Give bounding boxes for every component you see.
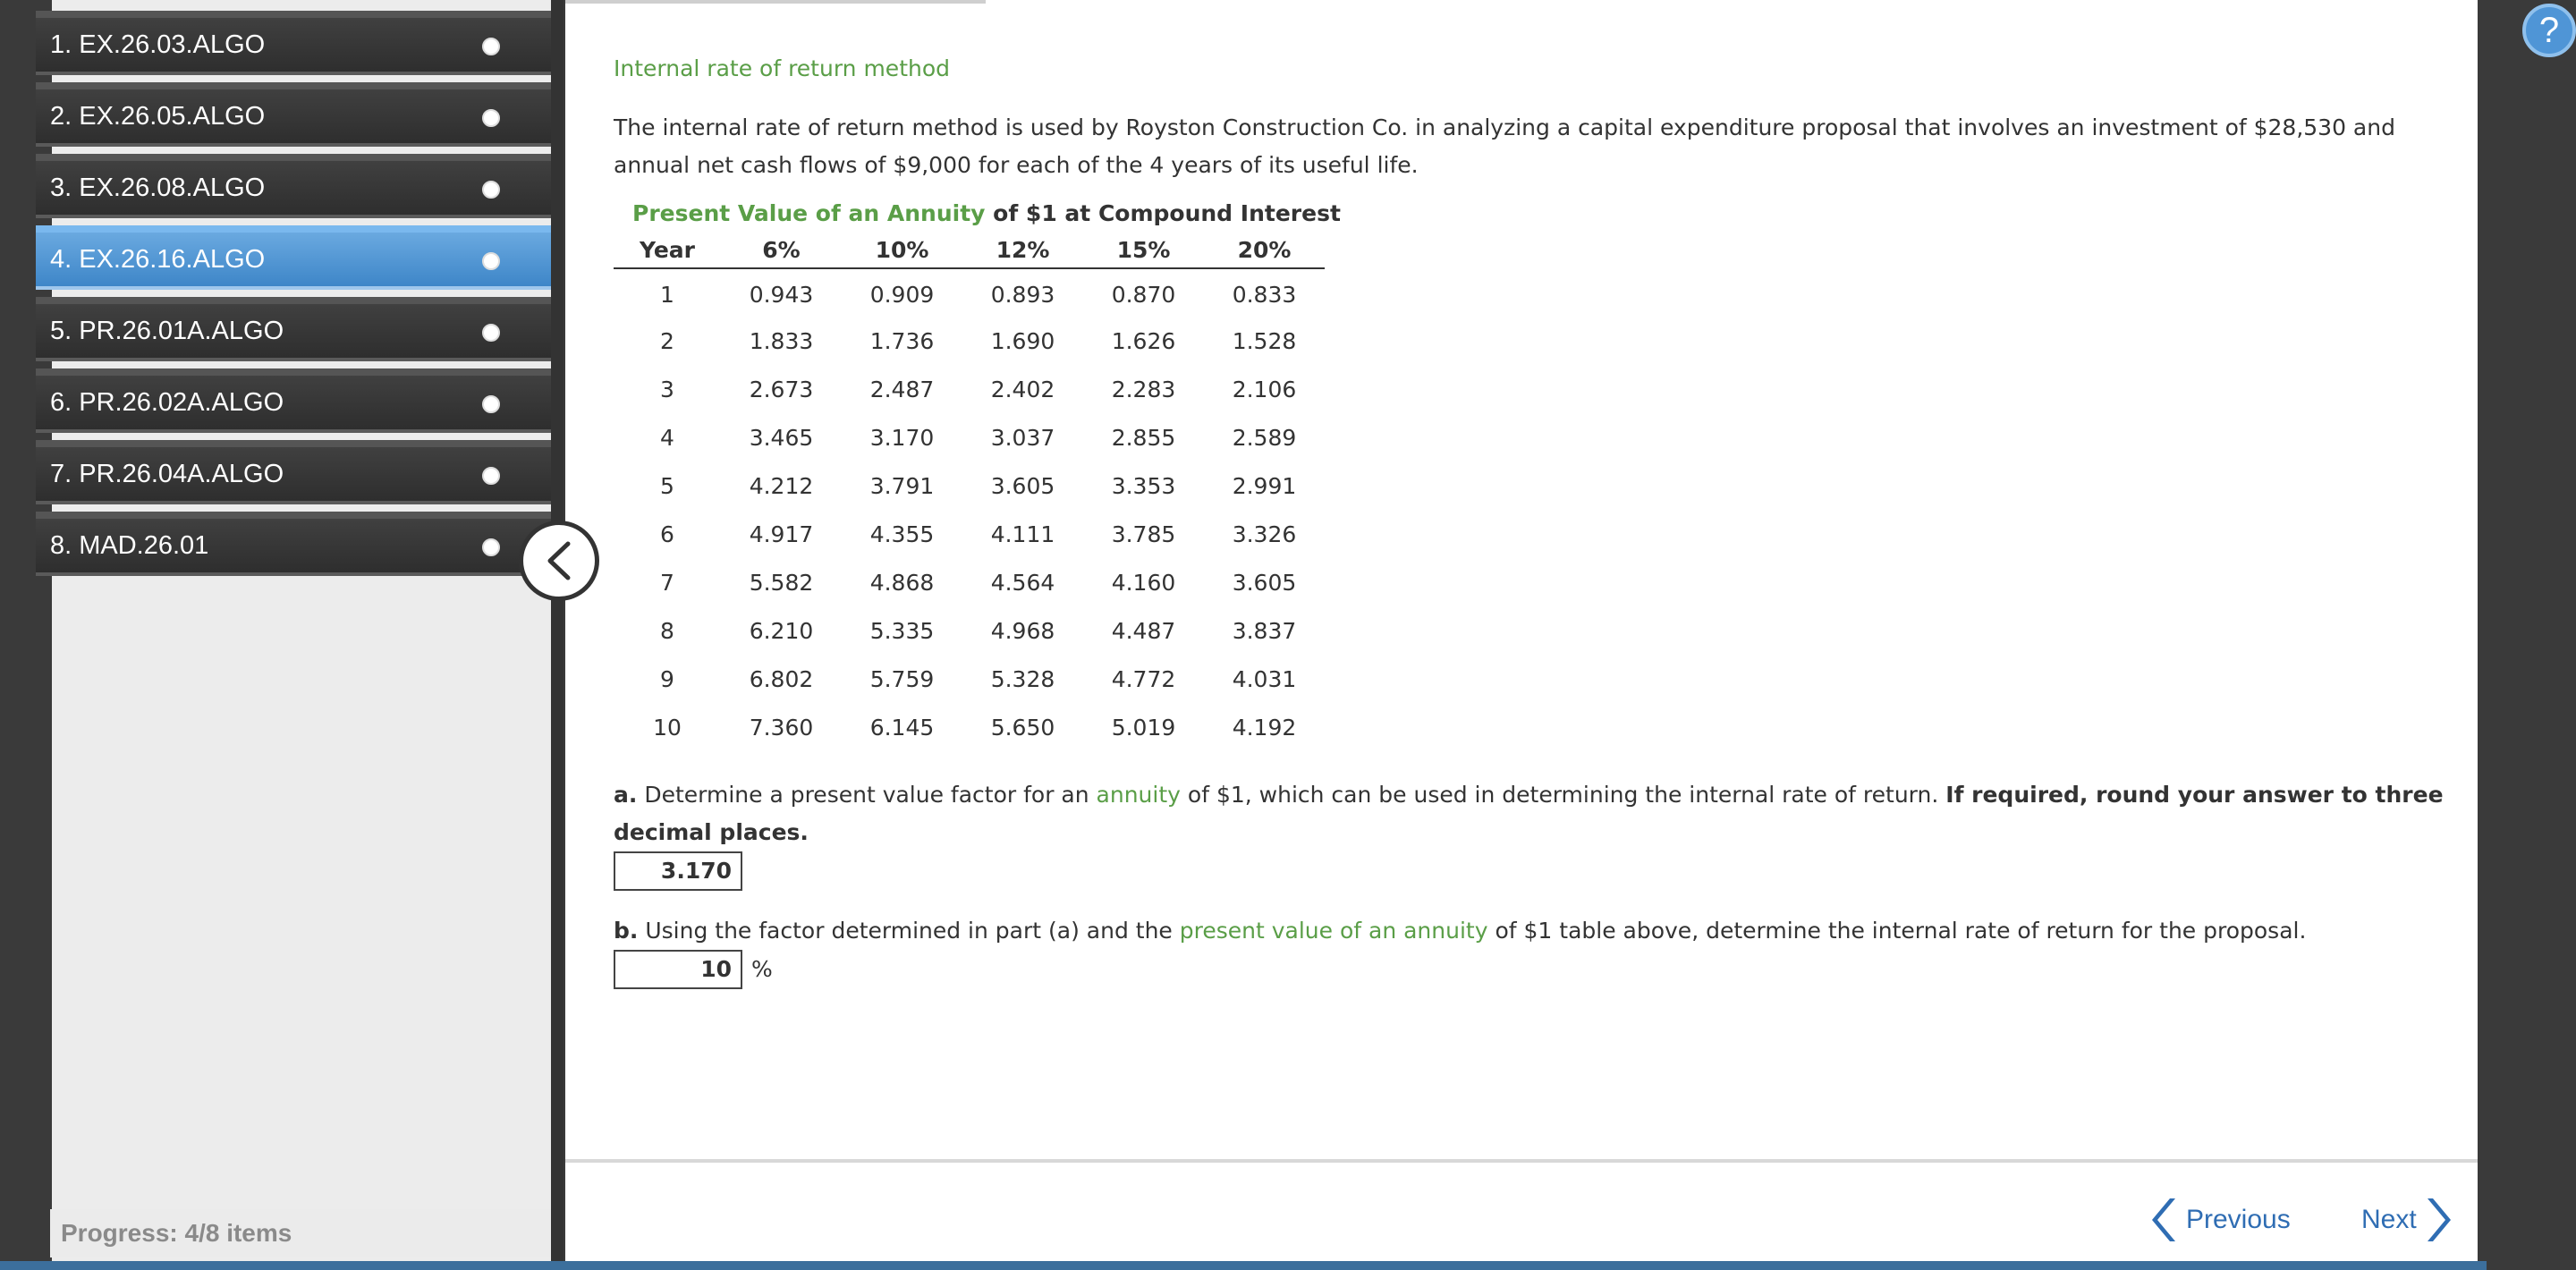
pv-annuity-table: [614, 197, 1341, 751]
part-b-question: [614, 912, 2456, 950]
panel-divider: [551, 0, 564, 1261]
table-cell: 1.690: [990, 327, 1055, 354]
nav-item-8[interactable]: [36, 512, 551, 572]
table-cell: 3: [660, 376, 674, 402]
table-row: [614, 606, 1325, 655]
table-cell: 2.673: [749, 376, 814, 402]
table-cell: 6.802: [749, 665, 814, 692]
table-cell: 5.328: [990, 665, 1055, 692]
table-cell: 3.837: [1232, 617, 1297, 644]
part-b-letter: b.: [614, 918, 639, 944]
table-cell: 5: [660, 472, 674, 499]
problem-intro: The internal rate of return method is used by Royston Construction Co. in analyzing a capital expenditure proposal that involves an investment of $28,530 and annual net cash flows of $9,000 for each of the 4 years of its useful life.: [614, 114, 2395, 178]
table-cell: 2.855: [1111, 424, 1176, 451]
table-cell: 2.283: [1111, 376, 1176, 402]
table-cell: 2.402: [990, 376, 1055, 402]
table-caption-link[interactable]: Present Value of an Annuity: [632, 200, 986, 226]
table-cell: 4.212: [749, 472, 814, 499]
table-cell: 5.650: [990, 714, 1055, 741]
table-row: [614, 365, 1325, 413]
help-button[interactable]: [2522, 4, 2576, 57]
chevron-right-icon: [2422, 1197, 2453, 1243]
table-cell: 1: [660, 282, 674, 308]
table-row: [614, 461, 1325, 510]
percent-unit: %: [751, 956, 773, 982]
status-dot-icon: [482, 324, 500, 342]
nav-item-label: 6. PR.26.02A.ALGO: [50, 387, 284, 417]
table-cell: 4.192: [1232, 714, 1297, 741]
table-cell: 2.991: [1232, 472, 1297, 499]
chevron-left-icon: [541, 538, 577, 583]
nav-item-label: 2. EX.26.05.ALGO: [50, 101, 266, 131]
table-caption-rest: of $1 at Compound Interest: [985, 200, 1341, 226]
nav-item-1[interactable]: [36, 11, 551, 72]
part-b-text-1: Using the factor determined in part (a) and the: [638, 918, 1180, 944]
table-header: 15%: [1083, 233, 1204, 268]
table-cell: 3.465: [749, 424, 814, 451]
table-cell: 0.909: [869, 282, 935, 308]
table-header: 10%: [842, 233, 962, 268]
table-cell: 4: [660, 424, 674, 451]
table-cell: 4.031: [1232, 665, 1297, 692]
table-cell: 3.605: [1232, 569, 1297, 596]
table-cell: 7: [660, 569, 674, 596]
table-cell: 3.037: [990, 424, 1055, 451]
status-dot-icon: [482, 395, 500, 413]
table-cell: 4.917: [749, 521, 814, 547]
table-cell: 2.487: [869, 376, 935, 402]
table-cell: 6.210: [749, 617, 814, 644]
progress-label: Progress:: [61, 1219, 178, 1247]
section-title: Internal rate of return method: [614, 55, 951, 81]
next-label: Next: [2361, 1205, 2417, 1234]
table-header: 20%: [1204, 233, 1325, 268]
status-dot-icon: [482, 38, 500, 55]
status-dot-icon: [482, 181, 500, 199]
table-cell: 2: [660, 327, 674, 354]
table-cell: 4.772: [1111, 665, 1176, 692]
right-rail: [2478, 0, 2576, 1270]
table-cell: 0.893: [990, 282, 1055, 308]
table-header: 6%: [721, 233, 842, 268]
part-a-instruction: If required, round your answer to three decimal places.: [614, 782, 2444, 845]
table-row: [614, 510, 1325, 558]
collapse-sidebar-button[interactable]: [519, 521, 599, 601]
table-header: 12%: [962, 233, 1083, 268]
table-cell: 1.736: [869, 327, 935, 354]
table-cell: 3.785: [1111, 521, 1176, 547]
nav-item-label: 8. MAD.26.01: [50, 530, 209, 560]
nav-item-7[interactable]: [36, 440, 551, 501]
table-cell: 1.833: [749, 327, 814, 354]
status-dot-icon: [482, 109, 500, 127]
table-row: [614, 655, 1325, 703]
previous-button[interactable]: [2150, 1197, 2291, 1243]
nav-item-label: 3. EX.26.08.ALGO: [50, 173, 266, 202]
table-cell: 4.968: [990, 617, 1055, 644]
table-cell: 3.170: [869, 424, 935, 451]
part-a-text-1: Determine a present value factor for an: [637, 782, 1097, 808]
table-row: [614, 558, 1325, 606]
table-cell: 6: [660, 521, 674, 547]
table-row: [614, 413, 1325, 461]
table-cell: 5.582: [749, 569, 814, 596]
table-cell: 4.564: [990, 569, 1055, 596]
table-row: [614, 268, 1325, 317]
part-a-question: [614, 776, 2456, 851]
part-a-answer-input[interactable]: 3.170: [614, 851, 742, 891]
nav-item-4[interactable]: [36, 225, 551, 286]
part-b-text-2: of $1 table above, determine the internal rate of return for the proposal.: [1487, 918, 2307, 944]
nav-item-label: 5. PR.26.01A.ALGO: [50, 316, 284, 345]
chevron-left-icon: [2150, 1197, 2181, 1243]
part-a-letter: a.: [614, 782, 638, 808]
status-dot-icon: [482, 538, 500, 556]
nav-item-label: 7. PR.26.04A.ALGO: [50, 459, 284, 488]
nav-item-label: 4. EX.26.16.ALGO: [50, 244, 266, 274]
table-cell: 5.019: [1111, 714, 1176, 741]
table-cell: 0.870: [1111, 282, 1176, 308]
table-cell: 9: [660, 665, 674, 692]
annuity-link[interactable]: annuity: [1096, 782, 1181, 808]
table-cell: 0.833: [1232, 282, 1297, 308]
table-cell: 10: [653, 714, 682, 741]
pv-annuity-link[interactable]: present value of an annuity: [1179, 918, 1488, 944]
table-cell: 5.335: [869, 617, 935, 644]
table-cell: 4.111: [990, 521, 1055, 547]
status-dot-icon: [482, 467, 500, 485]
nav-item-3[interactable]: [36, 154, 551, 215]
table-cell: 4.868: [869, 569, 935, 596]
table-cell: 4.355: [869, 521, 935, 547]
nav-item-label: 1. EX.26.03.ALGO: [50, 30, 266, 59]
bottom-bar: [0, 1261, 2487, 1270]
table-cell: 1.626: [1111, 327, 1176, 354]
table-cell: 6.145: [869, 714, 935, 741]
nav-item-6[interactable]: [36, 368, 551, 429]
table-cell: 5.759: [869, 665, 935, 692]
table-caption: [614, 197, 1341, 233]
table-cell: 3.605: [990, 472, 1055, 499]
part-a-text-2: of $1, which can be used in determining the internal rate of return.: [1180, 782, 1946, 808]
previous-label: Previous: [2186, 1205, 2291, 1234]
progress-value: 4/8 items: [184, 1219, 292, 1247]
table-cell: 2.589: [1232, 424, 1297, 451]
table-cell: 3.353: [1111, 472, 1176, 499]
table-cell: 7.360: [749, 714, 814, 741]
next-button[interactable]: [2361, 1197, 2453, 1243]
table-cell: 2.106: [1232, 376, 1297, 402]
table-row: [614, 703, 1325, 751]
help-icon: ?: [2538, 10, 2560, 50]
table-cell: 4.160: [1111, 569, 1176, 596]
table-cell: 3.326: [1232, 521, 1297, 547]
table-header: Year: [614, 233, 721, 268]
table-cell: 3.791: [869, 472, 935, 499]
table-cell: 1.528: [1232, 327, 1297, 354]
nav-item-2[interactable]: [36, 82, 551, 143]
table-cell: 8: [660, 617, 674, 644]
progress-indicator: [50, 1209, 551, 1257]
part-b-answer-input[interactable]: 10: [614, 950, 742, 989]
table-cell: 0.943: [749, 282, 814, 308]
table-cell: 4.487: [1111, 617, 1176, 644]
nav-item-5[interactable]: [36, 297, 551, 358]
top-strip: [565, 0, 986, 4]
status-dot-icon: [482, 252, 500, 270]
table-row: [614, 317, 1325, 365]
